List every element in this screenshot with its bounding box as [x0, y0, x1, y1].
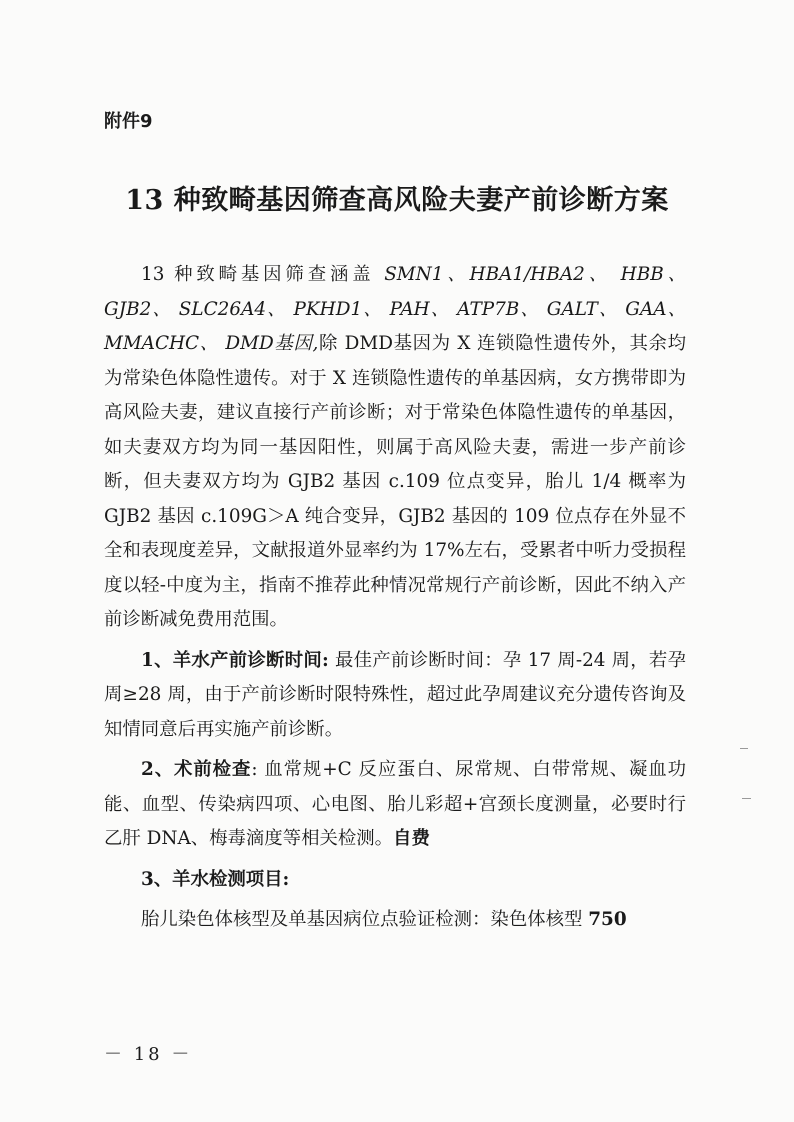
section-3-text: 胎儿染色体核型及单基因病位点验证检测：染色体核型 — [141, 909, 589, 930]
section-1-paragraph — [104, 644, 686, 748]
karyotype-price: 750 — [588, 909, 627, 930]
document-body — [104, 258, 686, 938]
section-3-heading: 3、羊水检测项目: — [141, 868, 290, 890]
intro-rest: 除 DMD基因为 X 连锁隐性遗传外，其余均为常染色体隐性遗传。对于 X 连锁隐性遗传的单基因病，女方携带即为高风险夫妻，建议直接行产前诊断；对于常染色体隐性遗传的单基因，如夫妻双方均为同一基因阳性，则属于高风险夫妻，需进一步产前诊断，但夫妻双方均为 GJB2 基因 c.109 位点变异，胎儿 1/4 概率为 GJB2 基因 c.109G＞A 纯合变异，GJB2 基因的 109 位点存在外显不全和表现度差异，文献报道外显率约为 17%左右，受累者中听力受损程度以轻-中度为主，指南不推荐此种情况常规行产前诊断，因此不纳入产前诊断减免费用范围。 — [104, 333, 686, 630]
section-3-paragraph — [104, 903, 686, 938]
intro-paragraph — [104, 258, 686, 638]
self-pay-note: 自费 — [393, 828, 430, 849]
attachment-label: 附件9 — [104, 111, 153, 132]
gene-list: SMN1、HBA1/HBA2、 HBB、 GJB2、 SLC26A4、 PKHD1、 PAH、 ATP7B、 GALT、 GAA、 MMACHC、 DMD基因, — [104, 264, 687, 354]
section-3-heading-paragraph — [104, 863, 686, 898]
section-2-text: : 血常规+C 反应蛋白、尿常规、白带常规、凝血功能、血型、传染病四项、心电图、胎儿彩超+宫颈长度测量，必要时行乙肝 DNA、梅毒滴度等相关检测。 — [104, 759, 687, 849]
scan-specks — [738, 740, 758, 820]
document-title: 13 种致畸基因筛查高风险夫妻产前诊断方案 — [125, 185, 669, 216]
section-2-paragraph — [104, 753, 686, 857]
section-1-heading: 1、羊水产前诊断时间: — [141, 649, 329, 671]
section-1-text: 最佳产前诊断时间：孕 17 周-24 周，若孕周≥28 周，由于产前诊断时限特殊性，超过此孕周建议充分遗传咨询及知情同意后再实施产前诊断。 — [104, 649, 686, 740]
intro-lead: 13 种致畸基因筛查涵盖 — [141, 264, 385, 285]
page-number: － 18 － — [104, 1044, 193, 1065]
section-2-heading: 2、术前检查 — [141, 759, 252, 780]
